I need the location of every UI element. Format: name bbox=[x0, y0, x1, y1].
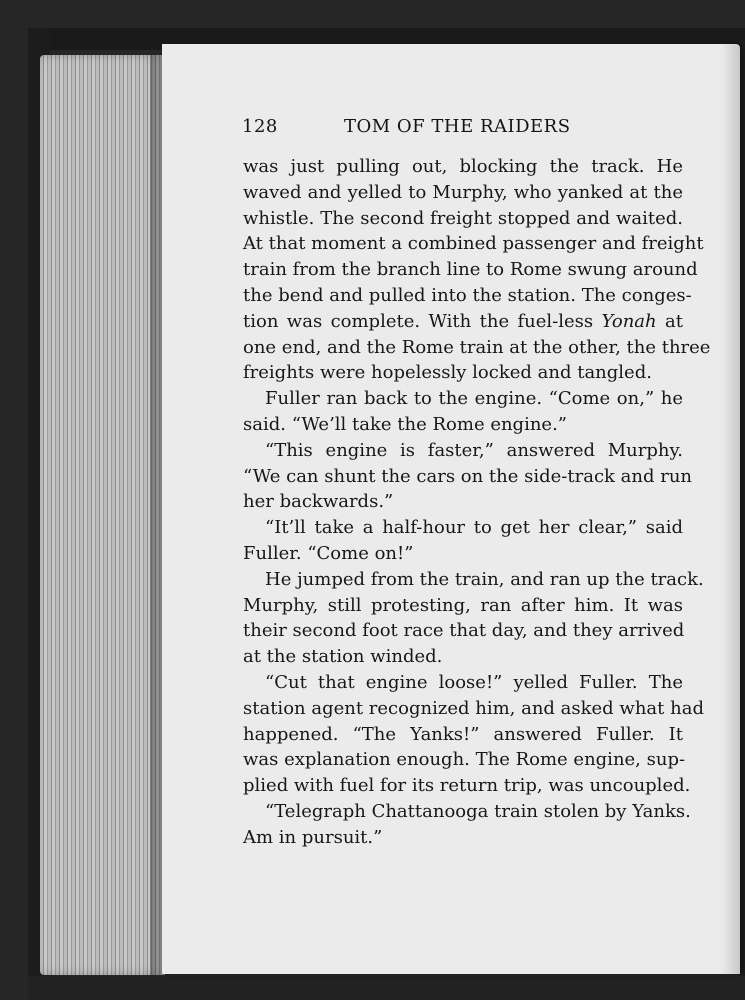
text-line: At that moment a combined passenger and freight bbox=[243, 233, 704, 255]
text-line: the bend and pulled into the station. The conges- bbox=[243, 284, 692, 306]
text-line: station agent recognized him, and asked what had bbox=[243, 697, 704, 719]
running-title: TOM OF THE RAIDERS bbox=[344, 116, 571, 137]
text-line: “It’ll take a half-hour to get her clear,” said bbox=[265, 517, 683, 539]
text-line: freights were hopelessly locked and tangled. bbox=[243, 362, 652, 384]
text-line: train from the branch line to Rome swung around bbox=[243, 259, 698, 281]
text-line: her backwards.” bbox=[243, 491, 394, 513]
text-line: Fuller. “Come on!” bbox=[243, 542, 414, 564]
stacked-page-edges bbox=[40, 55, 165, 975]
text-line: happened. “The Yanks!” answered Fuller. It bbox=[243, 723, 683, 745]
page-number: 128 bbox=[242, 116, 278, 137]
text-segment: tion was complete. With the fuel-less bbox=[243, 310, 594, 332]
text-line: was just pulling out, blocking the track. He bbox=[243, 156, 683, 177]
text-line: “This engine is faster,” answered Murphy. bbox=[265, 439, 683, 461]
text-line: He jumped from the train, and ran up the track. bbox=[265, 568, 704, 590]
text-segment: at bbox=[665, 310, 683, 332]
running-head bbox=[242, 116, 702, 144]
text-line: whistle. The second freight stopped and waited. bbox=[243, 207, 683, 229]
text-line: was explanation enough. The Rome engine, sup- bbox=[243, 749, 686, 771]
text-line: waved and yelled to Murphy, who yanked at the bbox=[243, 181, 683, 203]
text-line: their second foot race that day, and they arrived bbox=[243, 620, 685, 642]
page-edge-shade bbox=[722, 44, 740, 974]
text-line: one end, and the Rome train at the other, the three bbox=[243, 336, 711, 358]
text-line: Murphy, still protesting, ran after him. It was bbox=[243, 594, 683, 616]
italic-engine-name: Yonah bbox=[601, 310, 657, 332]
text-line: “Cut that engine loose!” yelled Fuller. The bbox=[265, 671, 683, 693]
book-cover-bottom-edge bbox=[28, 976, 745, 1000]
text-line-with-italic bbox=[243, 309, 683, 335]
text-line: said. “We’ll take the Rome engine.” bbox=[243, 413, 568, 435]
text-line: at the station winded. bbox=[243, 646, 443, 668]
text-line: Am in pursuit.” bbox=[243, 826, 383, 848]
book-page bbox=[162, 44, 740, 974]
text-line: plied with fuel for its return trip, was uncoupled. bbox=[243, 775, 691, 797]
text-line: Fuller ran back to the engine. “Come on,” he bbox=[265, 388, 683, 410]
text-line: “We can shunt the cars on the side-track and run bbox=[243, 465, 693, 487]
text-line: “Telegraph Chattanooga train stolen by Yanks. bbox=[265, 800, 691, 822]
body-text bbox=[243, 154, 711, 851]
